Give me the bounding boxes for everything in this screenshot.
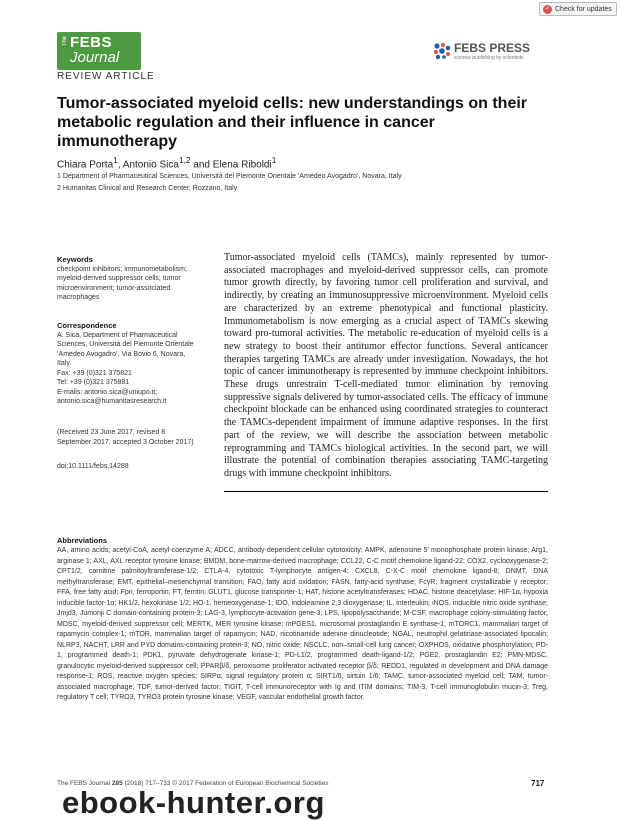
doi-link[interactable]: doi:10.1111/febs.14288 [57, 463, 129, 470]
press-title: FEBS PRESS [454, 41, 531, 55]
update-badge-icon: ✓ [544, 5, 551, 12]
affiliation: 1 Department of Pharmaceutical Sciences, Università del Piemonte Orientale ‘Amedeo Avogadro’, Novara, Italy [57, 173, 402, 180]
abbreviations-text: AA, amino acids; acetyl-CoA, acetyl-coenzyme A; ADCC, antibody-dependent cellular cytotoxicity; AMPK, adenosine 5′ monophosphate protein kinase; Arg1, arginase 1; AXL, AXL receptor tyrosine kinase; BMDM, bone-marrow-derived macrophage; CCL22, C-C motif chemokine ligand-22; COX2, cyclooxygenase-2; CPT1/2, carnitine palmitoyltransferase-1/2; CTLA-4, cytotoxic T-lymphocyte antigen-4; CXCL8, C-X-C motif chemokine ligand-8; DNMT, DNA methyltransferase; EMT, epithelial–mesenchymal transition; FAO, fatty acid oxidation; FASN, fatty-acid synthase; FcγR, fragment crystallizable γ receptor; FFA, free fatty acid; Fpn, ferroportin; FT, ferritin; GLUT1, glucose transporter-1; HAT, histone acetyltransferases; HDAC, histone deacetylase; HIF-1α, hypoxia inducible factor-1α; HK1/2, hexokinase 1/2; HO-1, hemeoxygenase-1; IDO, indoleamine 2,3 dioxygenase; IL, interleukin; iNOS, inducible nitric oxide synthase; Jmjd3, Jumonji C domain-containing protein-3; LAG-3, lymphocyte-activation gene-3; LPS, lipopolysaccharide; M-CSF, macrophage colony-stimulating factor; MDSC, myeloid-derived suppressor cell; MERTK, MER tyrosine kinase; mPGES1, microsomal prostaglandin E synthase-1; mTORC1, mammalian target of rapamycin complex-1; mTOR, mammalian target of rapamycin; NAD, nicotinamide adenine dinucleotide; NGAL, neutrophil gelatinase-associated lipocalin; NLRP3, NACHT, LRR and PYD domains-containing protein-3; NO, nitric oxide; NSCLC, non–small-cell lung cancer; OXPHOS, oxidative phosphorylation; PD-1, programmed death-1; PDK1, pyruvate dehydrogenate kinase-1; PD-L1/2, programmed death-ligand-1/2; PGE2, prostaglandin E2; PMN-MDSC, granulocytic myeloid-derived suppressor cell; PPARβ/δ, peroxisome proliferator activated receptor β/δ; REDD1, regulated in development and DNA damage response-1; ROS, reactive oxygen species; SIRPα, signal regulatory protein α; SIRT1/6, sirtuin 1/6; TAMC, tumor-associated myeloid cell; TAM, tumor-associated macrophage; TDF, tumor-derived factor; TIGIT, T-cell immunoreceptor with Ig and ITIM domains; TIM-3, T-cell immunoglobulin mucin-3; Treg, regulatory T cell; TYRO3, TYRO3 protein tyrosine kinase; VEGF, vascular endothelial growth factor. [57, 547, 548, 701]
correspondence-line: A. Sica, Department of Pharmaceutical [57, 331, 178, 339]
logo-the: The [62, 36, 68, 47]
author-name: Antonio Sica [122, 159, 179, 171]
keywords-heading: Keywords [57, 255, 93, 264]
section-label: REVIEW ARTICLE [57, 71, 155, 82]
abstract-text: Tumor-associated myeloid cells (TAMCs), mainly represented by tumor-associated macrophages and myeloid-derived suppressor cells, can promote tumor growth directly, by favoring tumor cell proliferation and survival, and indirectly, by creating an immunosuppressive microenvironment. Myeloid cells are characterized by an extreme phenotypical and functional plasticity. Immunometabolism is now emerging as a crucial aspect of TAMCs skewing toward pro-tumoral activities. The metabolic re-education of myeloid cells is a new strategy to boost their antitumor effector functions. Several anticancer therapies targeting TAMCs are already under investigation. Nowadays, the hot topic of cancer immunotherapy is represented by immune checkpoint inhibitors. These drugs unrestrain T-cell-mediated tumor elimination by removing suppressive signals delivered by tumor-associated cells. The efficacy of immune checkpoint blockade can be enhanced using coordinated strategies to counteract the TAMCs-dependent impairment of immune adaptive responses. In the first part of the review, we will describe the association between metabolic reprogramming and TAMCs biological activities. In the second part, we will illustrate the potential of combination therapies associating TAMC-targeting drugs with immune checkpoint inhibitors. [224, 252, 548, 479]
affiliation: 2 Humanitas Clinical and Research Center, Rozzano, Italy [57, 185, 238, 192]
keywords-block [57, 255, 212, 303]
correspondence-block [57, 321, 212, 407]
article-title: Tumor-associated myeloid cells: new understandings on their metabolic regulation and their influence in cancer immunotherapy [57, 95, 528, 150]
abbreviations-heading: Abbreviations [57, 536, 108, 545]
watermark-text: ebook-hunter.org [62, 785, 325, 820]
correspondence-tel: Tel: +39 (0)321 375881 [57, 379, 130, 386]
author-separator: and [190, 159, 213, 171]
footer-rest: (2018) 717–733 © 2017 Federation of European Biochemical Societies [122, 780, 329, 787]
author-affiliation-mark: 1,2 [178, 155, 191, 165]
febs-journal-logo [57, 32, 141, 70]
keywords-text: checkpoint inhibitors; immunometabolism; myeloid-derived suppressor cells; tumor microenvironment; tumor-associated macrophages [57, 265, 187, 301]
logo-journal: Journal [70, 49, 120, 66]
received-dates [57, 428, 212, 447]
page-number: 717 [531, 779, 545, 788]
correspondence-email[interactable]: E-mails: antonio.sica@uniupo.it; [57, 388, 158, 396]
correspondence-line: Italy [57, 360, 70, 367]
footer-volume: 285 [111, 780, 123, 787]
author-name: Elena Riboldi [212, 159, 272, 171]
author-list [57, 155, 276, 170]
abstract-divider [224, 491, 548, 492]
check-for-updates-button[interactable] [539, 2, 617, 16]
author-affiliation-mark: 1 [271, 155, 277, 165]
correspondence-line: ‘Amedeo Avogadro’, Via Bovio 6, Novara, [57, 350, 186, 358]
author-affiliation-mark: 1 [113, 155, 118, 165]
author-separator: , [117, 159, 123, 171]
footer-journal: The FEBS Journal [57, 780, 112, 787]
febs-press-dots-icon [432, 41, 452, 61]
febs-press-logo [432, 40, 564, 66]
press-subtitle: science publishing by scientists [454, 55, 524, 61]
logo-febs: FEBS [70, 34, 113, 51]
author-name: Chiara Porta [57, 159, 114, 171]
correspondence-fax: Fax: +39 (0)321 375821 [57, 369, 132, 377]
received-line: September 2017, accepted 3 October 2017) [57, 438, 194, 446]
correspondence-email[interactable]: antonio.sica@humanitasresearch.it [57, 398, 167, 405]
check-for-updates-label: Check for updates [555, 5, 612, 13]
correspondence-heading: Correspondence [57, 321, 117, 330]
received-line: (Received 23 June 2017, revised 8 [57, 429, 166, 436]
correspondence-line: Sciences, Università del Piemonte Orientale [57, 341, 194, 348]
